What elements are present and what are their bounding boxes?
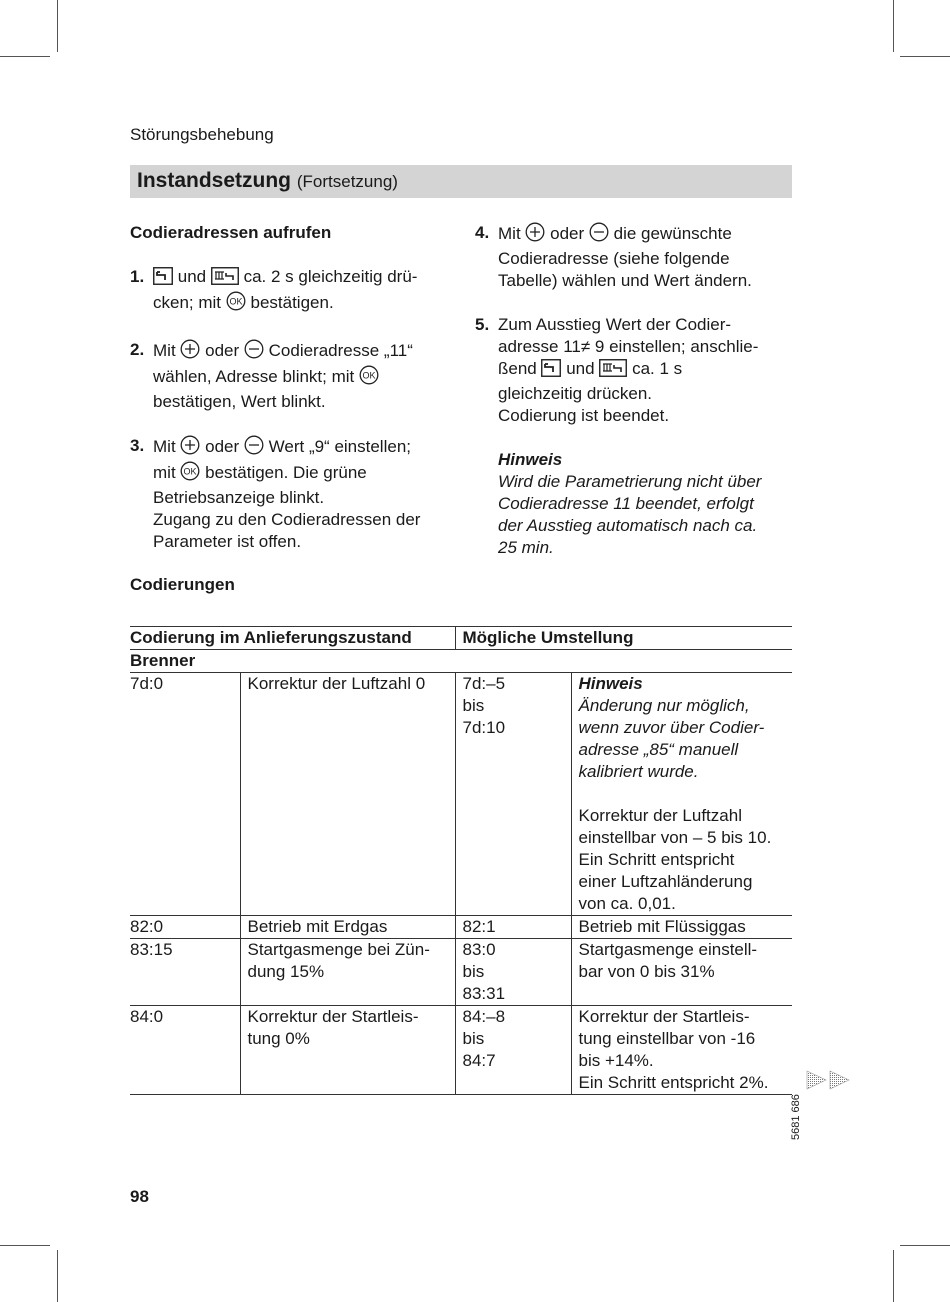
table-group-row [130,650,792,673]
crop-mark [57,0,58,52]
step-number: 1. [130,267,145,286]
plus-circle-icon [180,339,200,365]
options-cell: 83:0 bis 83:31 [455,939,571,1006]
crop-mark [0,1245,50,1246]
note-cell: Korrektur der Startleis- tung einstellbar von -16 bis +14%. Ein Schritt entspricht 2%. [571,1006,792,1095]
step-number: 4. [475,223,490,242]
table-row [130,1006,792,1095]
note-hint-title: Hinweis [578,674,643,693]
svg-text:OK: OK [229,296,243,307]
radiator-tap-key-icon [211,267,239,291]
step-number: 2. [130,340,145,359]
crop-mark [893,1250,894,1302]
crop-mark [893,0,894,52]
svg-text:OK: OK [183,466,197,477]
step-5: 5. Zum Ausstieg Wert der Codier- adresse 11≠ 9 einstellen; anschlie- ßend und ca. 1 s gleichzeitig drücken. Codierung ist beendet. [475,315,759,425]
table-row [130,939,792,1006]
plus-circle-icon [180,435,200,461]
description-cell: Korrektur der Startleis- tung 0% [240,1006,455,1095]
coding-table [130,626,792,1095]
code-cell: 7d:0 [130,673,240,916]
crop-mark [0,56,50,57]
codierungen-heading: Codierungen [130,575,235,594]
title-sub: (Fortsetzung) [296,172,398,191]
step-4: 4. Mit oder die gewünschte Codieradresse (siehe folgende Tabelle) wählen und Wert ändern. [475,223,752,290]
code-cell: 83:15 [130,939,240,1006]
group-label: Brenner [130,650,792,673]
title-main: Instandsetzung [137,169,292,192]
options-cell: 82:1 [455,916,571,939]
ok-circle-icon [226,291,246,317]
note-cell: Startgasmenge einstell- bar von 0 bis 31% [571,939,792,1006]
right-column [475,222,795,581]
title-bar [130,165,792,198]
crop-mark [900,1245,950,1246]
next-page-arrows-icon [806,1069,852,1096]
options-cell: 7d:–5 bis 7d:10 [455,673,571,916]
step-3: 3. Mit oder Wert „9“ einstellen; mit OK bestätigen. Die grüne Betriebsanzeige blinkt. Zugang zu den Codieradressen der Parameter ist offen. [130,436,421,551]
ok-circle-icon [359,365,379,391]
subheading-codieradressen: Codieradressen aufrufen [130,223,332,242]
description-cell: Korrektur der Luftzahl 0 [240,673,455,916]
tap-water-key-icon [153,267,173,291]
code-cell: 82:0 [130,916,240,939]
note-cell: Hinweis Änderung nur möglich, wenn zuvor über Codier- adresse „85“ manuell kalibriert wurde. Korrektur der Luftzahl einstellbar von – 5 bis 10. Ein Schritt entspricht einer Luftzahländerung von ca. 0,01. [571,673,792,916]
crop-mark [57,1250,58,1302]
description-cell: Betrieb mit Erdgas [240,916,455,939]
minus-circle-icon [589,222,609,248]
hint-block [475,449,795,559]
svg-text:OK: OK [362,370,376,381]
header-possible-change: Mögliche Umstellung [455,627,792,650]
hint-line: 25 min. [498,538,554,557]
header-default-coding: Codierung im Anlieferungszustand [130,627,455,650]
section-label: Störungsbehebung [130,125,274,144]
page-number: 98 [130,1187,149,1206]
doc-number: 5681 686 [790,1094,802,1140]
options-cell: 84:–8 bis 84:7 [455,1006,571,1095]
crop-mark [900,56,950,57]
hint-line: der Ausstieg automatisch nach ca. [498,516,758,535]
minus-circle-icon [244,435,264,461]
minus-circle-icon [244,339,264,365]
hint-line: Wird die Parametrierung nicht über [498,472,762,491]
step-1: 1. und ca. 2 s gleichzeitig drü- cken; mit OK bestätigen. [130,266,455,317]
step-2: 2. Mit oder Codieradresse „11“ wählen, Adresse blinkt; mit OK bestätigen, Wert blinkt. [130,340,413,411]
page-title [137,169,398,193]
code-cell: 84:0 [130,1006,240,1095]
hint-title: Hinweis [498,450,563,469]
table-row [130,673,792,916]
step-number: 3. [130,436,145,455]
table-header-row [130,627,792,650]
hint-line: Codieradresse 11 beendet, erfolgt [498,494,754,513]
radiator-tap-key-icon [599,359,627,383]
tap-water-key-icon [541,359,561,383]
step-number: 5. [475,315,490,334]
left-column [130,222,455,575]
ok-circle-icon [180,461,200,487]
plus-circle-icon [525,222,545,248]
table-row [130,916,792,939]
description-cell: Startgasmenge bei Zün- dung 15% [240,939,455,1006]
note-cell: Betrieb mit Flüssiggas [571,916,792,939]
